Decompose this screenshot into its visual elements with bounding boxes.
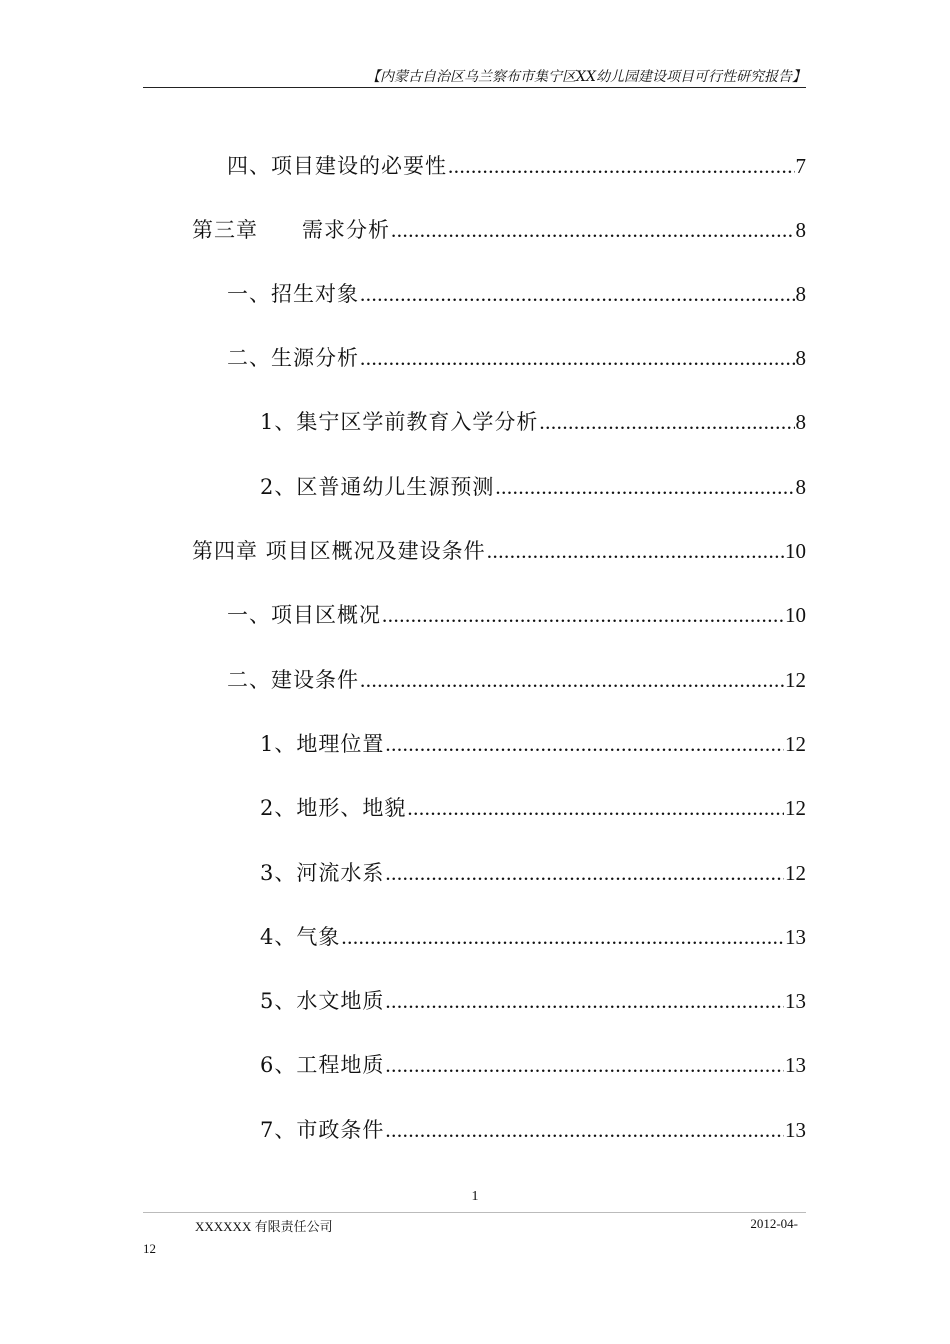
toc-entry-label: 第三章 需求分析 bbox=[192, 218, 390, 242]
toc-entry-page: 8 bbox=[795, 475, 806, 499]
toc-entry-label: 第四章 项目区概况及建设条件 bbox=[192, 539, 486, 563]
toc-leader-dots bbox=[385, 856, 784, 890]
toc-leader-dots bbox=[360, 277, 795, 311]
toc-entry-label: 一、项目区概况 bbox=[227, 603, 381, 627]
toc-leader-dots bbox=[407, 791, 784, 825]
toc-leader-dots bbox=[341, 920, 784, 954]
toc-leader-dots bbox=[385, 727, 784, 761]
toc-entry-page: 13 bbox=[785, 1118, 806, 1142]
toc-entry-label: 二、建设条件 bbox=[227, 668, 359, 692]
toc-leader-dots bbox=[487, 534, 784, 568]
toc-entry[interactable] bbox=[260, 920, 806, 954]
toc-leader-dots bbox=[539, 405, 794, 439]
toc-entry-page: 10 bbox=[785, 603, 806, 627]
toc-entry-page: 12 bbox=[785, 732, 806, 756]
header-title: 【内蒙古自治区乌兰察布市集宁区XX幼儿园建设项目可行性研究报告】 bbox=[366, 69, 806, 85]
toc-entry-label: 2、区普通幼儿生源预测 bbox=[260, 475, 495, 499]
toc-entry[interactable] bbox=[227, 341, 806, 375]
toc-entry[interactable] bbox=[260, 984, 806, 1018]
toc-entry-page: 12 bbox=[785, 796, 806, 820]
toc-entry-page: 8 bbox=[795, 410, 806, 434]
footer-date: 2012-04- bbox=[750, 1216, 798, 1231]
toc-entry-page: 8 bbox=[795, 282, 806, 306]
toc-entry[interactable] bbox=[227, 149, 806, 183]
toc-leader-dots bbox=[385, 1113, 784, 1147]
toc-entry-label: 5、水文地质 bbox=[260, 989, 385, 1013]
toc-entry[interactable] bbox=[227, 277, 806, 311]
toc-entry-label: 1、集宁区学前教育入学分析 bbox=[260, 410, 539, 434]
toc-entry[interactable] bbox=[192, 213, 806, 247]
toc-entry-label: 6、工程地质 bbox=[260, 1053, 385, 1077]
footer-divider bbox=[143, 1212, 806, 1213]
toc-entry-label: 3、河流水系 bbox=[260, 861, 385, 885]
toc-leader-dots bbox=[360, 663, 784, 697]
toc-entry[interactable] bbox=[227, 598, 806, 632]
toc-entry[interactable] bbox=[260, 727, 806, 761]
toc-entry-page: 10 bbox=[785, 539, 806, 563]
toc-entry-page: 12 bbox=[785, 861, 806, 885]
page-number: 1 bbox=[471, 1189, 479, 1204]
toc-entry-label: 2、地形、地貌 bbox=[260, 796, 407, 820]
toc-leader-dots bbox=[385, 984, 784, 1018]
toc-leader-dots bbox=[360, 341, 795, 375]
toc-entry[interactable] bbox=[260, 405, 806, 439]
toc-entry-page: 8 bbox=[795, 218, 806, 242]
toc-entry-page: 8 bbox=[795, 346, 806, 370]
toc-entry-label: 1、地理位置 bbox=[260, 732, 385, 756]
toc-entry-label: 一、招生对象 bbox=[227, 282, 359, 306]
toc-entry-label: 4、气象 bbox=[260, 925, 341, 949]
toc-entry[interactable] bbox=[260, 856, 806, 890]
toc-entry[interactable] bbox=[260, 1113, 806, 1147]
toc-leader-dots bbox=[385, 1048, 784, 1082]
toc-entry[interactable] bbox=[260, 1048, 806, 1082]
toc-entry-page: 13 bbox=[785, 925, 806, 949]
toc-entry-label: 四、项目建设的必要性 bbox=[227, 154, 447, 178]
toc-entry-label: 7、市政条件 bbox=[260, 1118, 385, 1142]
toc-entry-page: 13 bbox=[785, 1053, 806, 1077]
toc-entry[interactable] bbox=[192, 534, 806, 568]
toc-entry-page: 12 bbox=[785, 668, 806, 692]
toc-entry[interactable] bbox=[260, 470, 806, 504]
toc-entry[interactable] bbox=[260, 791, 806, 825]
toc-leader-dots bbox=[448, 149, 795, 183]
toc-entry-page: 7 bbox=[795, 154, 806, 178]
footer-date-continued: 12 bbox=[143, 1241, 156, 1256]
footer-company: XXXXXX 有限责任公司 bbox=[195, 1219, 333, 1234]
toc-leader-dots bbox=[495, 470, 794, 504]
toc-entry-label: 二、生源分析 bbox=[227, 346, 359, 370]
toc-entry-page: 13 bbox=[785, 989, 806, 1013]
toc-leader-dots bbox=[382, 598, 784, 632]
header-divider bbox=[143, 87, 806, 88]
toc-entry[interactable] bbox=[227, 663, 806, 697]
toc-leader-dots bbox=[391, 213, 795, 247]
